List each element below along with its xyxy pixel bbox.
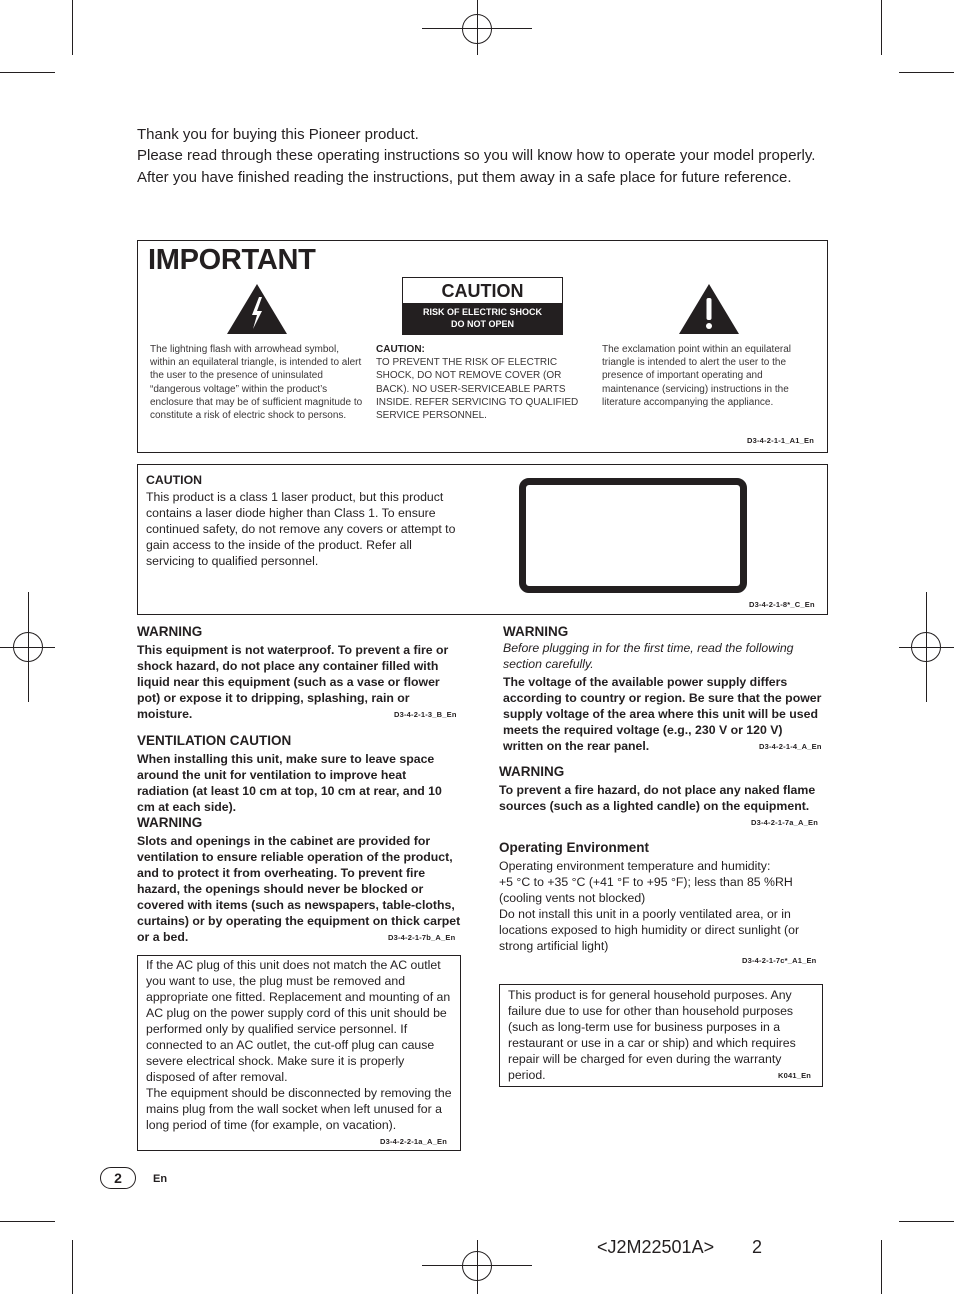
intro-line: After you have finished reading the instructions, put them away in a safe place for future reference. xyxy=(137,168,792,186)
laser-caution-text: This product is a class 1 laser product, but this product contains a laser diode higher than Class 1. To ensure continued safety, do not remove any covers or attempt to gain access to the inside of the product. Refer all servicing to qualified personnel. xyxy=(146,490,456,568)
important-title: IMPORTANT xyxy=(148,244,316,276)
exclamation-warning-icon xyxy=(678,283,740,340)
reference-code: K041_En xyxy=(778,1071,812,1080)
ventilation-caution-text: When installing this unit, make sure to leave space around the unit for ventilation to improve heat radiation (at least 10 cm at top, 10 cm at rear, and 10 cm at each side). xyxy=(137,752,442,814)
caution-heading: CAUTION: xyxy=(376,344,425,355)
environment-line: Operating environment temperature and humidity: xyxy=(499,859,771,873)
crop-mark xyxy=(0,72,55,73)
document-page: 2 xyxy=(752,1237,763,1257)
operating-environment-heading: Operating Environment xyxy=(499,840,650,855)
caution-label-text xyxy=(403,303,562,334)
caution-label-title: CAUTION xyxy=(403,278,562,303)
ventilation-caution-heading: VENTILATION CAUTION xyxy=(137,733,292,748)
crop-mark xyxy=(72,0,73,55)
caution-text: TO PREVENT THE RISK OF ELECTRIC SHOCK, DO NOT REMOVE COVER (OR BACK). NO USER-SERVICEABLE PARTS INSIDE. REFER SERVICING TO QUALIFIED SERVICE PERSONNEL. xyxy=(376,357,579,422)
intro-line: Thank you for buying this Pioneer product. xyxy=(137,126,419,143)
operating-environment-text xyxy=(499,858,825,954)
flame-warning-text: To prevent a fire hazard, do not place any naked flame sources (such as a lighted candle) on the equipment. xyxy=(499,783,816,813)
intro-text xyxy=(137,124,817,188)
caution-label-line: RISK OF ELECTRIC SHOCK xyxy=(422,307,542,317)
reference-code: D3-4-2-2-1a_A_En xyxy=(380,1137,447,1146)
lightning-warning-icon xyxy=(226,283,288,340)
environment-line: Do not install this unit in a poorly ventilated area, or in locations exposed to high humidity or direct sunlight (or strong artificial light) xyxy=(499,907,800,953)
caution-label-line: DO NOT OPEN xyxy=(450,319,514,329)
crop-mark xyxy=(881,1240,882,1294)
crop-mark xyxy=(0,1221,55,1222)
waterproof-warning-text: This equipment is not waterproof. To prevent a fire or shock hazard, do not place any container filled with liquid near this equipment (such as a vase or flower pot) or expose it to dripping, splashing, rain or moisture. xyxy=(137,643,449,721)
caution-description xyxy=(376,343,586,422)
document-code: <J2M22501A> xyxy=(597,1237,715,1257)
disconnect-text: The equipment should be disconnected by removing the mains plug from the wall socket when left unused for a long period of time (for example, on vacation). xyxy=(146,1086,452,1132)
reference-code: D3-4-2-1-4_A_En xyxy=(759,742,822,751)
exclamation-description: The exclamation point within an equilateral triangle is intended to alert the user to the presence of important operating and maintenance (servicing) instructions in the literature accompanying the appliance. xyxy=(602,344,791,408)
crop-mark xyxy=(899,72,954,73)
intro-line: Please read through these operating instructions so you will know how to operate your model properly. xyxy=(137,147,816,165)
lightning-description: The lightning flash with arrowhead symbol, within an equilateral triangle, is intended to alert the user to the presence of uninsulated “dangerous voltage” within the product’s enclosure that may be of sufficient magnitude to constitute a risk of electric shock to persons. xyxy=(150,344,363,422)
reference-code: D3-4-2-1-7b_A_En xyxy=(388,933,456,942)
crop-mark xyxy=(899,1221,954,1222)
reference-code: D3-4-2-1-3_B_En xyxy=(394,710,457,719)
plug-in-intro: Before plugging in for the first time, read the following section carefully. xyxy=(503,641,794,671)
warning-heading: WARNING xyxy=(503,624,569,639)
environment-line: +5 °C to +35 °C (+41 °F to +95 °F); less than 85 %RH (cooling vents not blocked) xyxy=(499,875,793,905)
openings-warning-text: Slots and openings in the cabinet are provided for ventilation to ensure reliable operation of the product, and to protect it from overheating. To prevent fire hazard, the openings should never be blocked or covered with items (such as newspapers, table-cloths, curtains) or by operating the equipment on thick carpet or a bed. xyxy=(137,834,461,944)
voltage-warning-text: The voltage of the available power supply differs according to country or region. Be sure that the power supply voltage of the area where this unit will be used meets the required voltage (e.g., 230 V or 120 V) written on the rear panel. xyxy=(503,675,822,753)
reference-code: D3-4-2-1-7c*_A1_En xyxy=(742,956,817,965)
ac-plug-text: If the AC plug of this unit does not match the AC outlet you want to use, the plug must be removed and appropriate one fitted. Replacement and mounting of an AC plug on the power supply cord of this unit should be performed only by qualified service personnel. If connected to an AC outlet, the cut-off plug can cause severe electrical shock. Make sure it is properly disposed of after removal. xyxy=(146,958,451,1084)
household-use-text: This product is for general household purposes. Any failure due to use for other than household purposes (such as long-term use for business purposes in a restaurant or use in a car or ship) and which requires repair will be charged for even during the warranty period. xyxy=(508,988,796,1082)
laser-label-icon xyxy=(519,478,747,593)
reference-code: D3-4-2-1-8*_C_En xyxy=(749,600,815,609)
warning-heading: WARNING xyxy=(137,624,203,639)
language-label: En xyxy=(153,1173,168,1185)
crop-mark xyxy=(881,0,882,55)
warning-heading: WARNING xyxy=(499,764,565,779)
caution-label xyxy=(402,277,563,335)
reference-code: D3-4-2-1-1_A1_En xyxy=(747,436,814,445)
warning-heading: WARNING xyxy=(137,815,203,830)
page-number: 2 xyxy=(100,1167,136,1189)
laser-caution-heading: CAUTION xyxy=(146,473,203,487)
reference-code: D3-4-2-1-7a_A_En xyxy=(751,818,818,827)
crop-mark xyxy=(72,1240,73,1294)
